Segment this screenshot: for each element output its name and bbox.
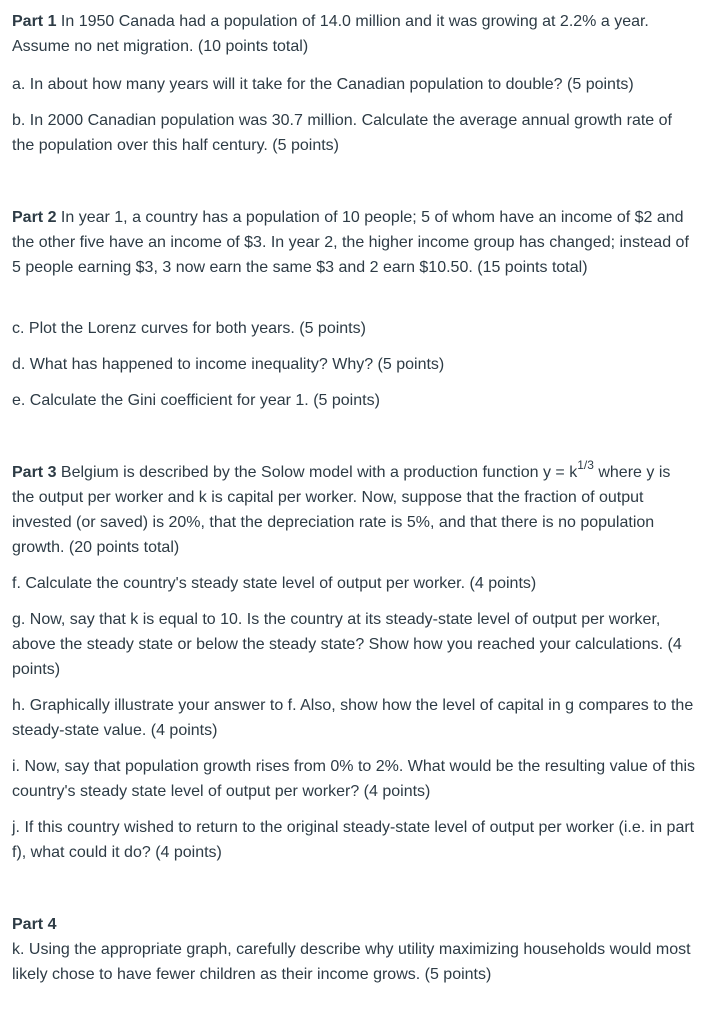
question-h: h. Graphically illustrate your answer to f. Also, show how the level of capital in g compares to the steady-state value. (4 points) [12, 697, 694, 739]
question-f: f. Calculate the country's steady state level of output per worker. (4 points) [12, 575, 537, 592]
question-e: e. Calculate the Gini coefficient for year 1. (5 points) [12, 392, 380, 409]
question-d: d. What has happened to income inequality? Why? (5 points) [12, 356, 445, 373]
part3-intro [12, 457, 696, 560]
part2-label: Part 2 [12, 209, 57, 226]
part2-intro [12, 205, 696, 280]
question-g: g. Now, say that k is equal to 10. Is the country at its steady-state level of output per worker, above the steady state or below the steady state? Show how you reached your calculations. (4 points) [12, 611, 682, 678]
question-a: a. In about how many years will it take for the Canadian population to double? (5 points) [12, 76, 634, 93]
part4-label: Part 4 [12, 916, 57, 933]
part4-block [12, 912, 696, 987]
part3-intro-text: Belgium is described by the Solow model with a production function y = k [60, 464, 578, 481]
part2-intro-text: In year 1, a country has a population of 10 people; 5 of whom have an income of $2 and the other five have an income of $3. In year 2, the higher income group has changed; instead of 5 people earning $3, 3 now earn the same $3 and 2 earn $10.50. (15 points total) [12, 209, 689, 276]
question-b: b. In 2000 Canadian population was 30.7 million. Calculate the average annual growth rate of the population over this half century. (5 points) [12, 112, 672, 154]
question-k: k. Using the appropriate graph, carefully describe why utility maximizing households would most likely chose to have fewer children as their income grows. (5 points) [12, 941, 691, 983]
question-j: j. If this country wished to return to the original steady-state level of output per worker (i.e. in part f), what could it do? (4 points) [12, 819, 695, 861]
question-c: c. Plot the Lorenz curves for both years. (5 points) [12, 320, 366, 337]
part1-intro-text: In 1950 Canada had a population of 14.0 million and it was growing at 2.2% a year. Assume no net migration. (10 points total) [12, 13, 649, 55]
part3-label: Part 3 [12, 464, 57, 481]
part1-label: Part 1 [12, 13, 57, 30]
question-i: i. Now, say that population growth rises from 0% to 2%. What would be the resulting value of this country's steady state level of output per worker? (4 points) [12, 758, 696, 800]
part1-intro [12, 9, 696, 59]
part3-exponent: 1/3 [577, 457, 594, 472]
part3-intro-rest: where y is the output per worker and k is capital per worker. Now, suppose that the fraction of output invested (or saved) is 20%, that the depreciation rate is 5%, and that there is no population growth. (20 points total) [12, 464, 671, 556]
